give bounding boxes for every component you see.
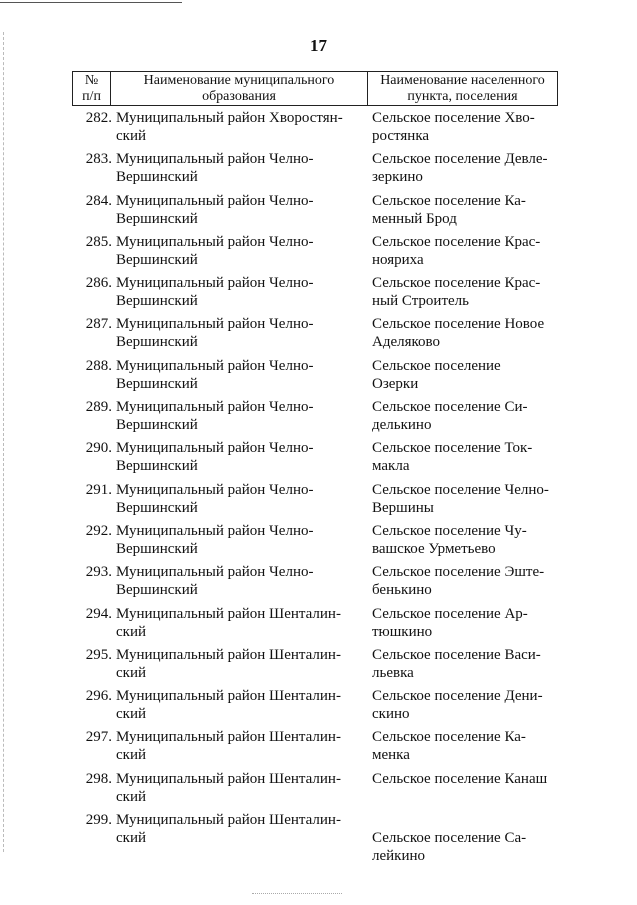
- table-row: [72, 233, 562, 274]
- row-settlement: Сельское поселение Дени- скино: [372, 688, 543, 723]
- row-settlement: Сельское поселение Ар- тюшкино: [372, 605, 528, 640]
- row-municipality: Муниципальный район Челно- Вершинский: [116, 399, 314, 434]
- row-municipality: Муниципальный район Шенталин- ский: [116, 729, 341, 764]
- row-municipality: Муниципальный район Челно- Вершинский: [116, 481, 314, 516]
- row-municipality: Муниципальный район Шенталин- ский: [116, 688, 341, 723]
- row-settlement: Сельское поселение Девле- зеркино: [372, 151, 548, 186]
- table-row: [72, 811, 562, 865]
- row-municipality: Муниципальный район Челно- Вершинский: [116, 316, 314, 351]
- row-settlement: Сельское поселение Крас- ный Строитель: [372, 275, 541, 310]
- row-number: 295.: [85, 646, 112, 663]
- row-settlement: Сельское поселение Челно- Вершины: [372, 481, 549, 516]
- scan-footer-mark: [252, 893, 342, 895]
- row-settlement: Сельское поселение Озерки: [372, 357, 501, 392]
- table-header: [72, 71, 558, 106]
- table-row: [72, 398, 562, 439]
- page-number: 17: [310, 36, 327, 55]
- row-municipality: Муниципальный район Шенталин- ский: [116, 812, 341, 847]
- row-settlement: Сельское поселение Ка- менный Брод: [372, 192, 526, 227]
- table-row: [72, 728, 562, 769]
- table-row: [72, 522, 562, 563]
- row-number: 292.: [85, 522, 112, 539]
- row-number: 289.: [85, 399, 112, 416]
- table-row: [72, 646, 562, 687]
- table-row: [72, 192, 562, 233]
- header-col-settlement-label: Наименование населенного пункта, поселения: [380, 73, 545, 104]
- table-row: [72, 481, 562, 522]
- row-settlement: Сельское поселение Васи- льевка: [372, 646, 541, 681]
- table-row: [72, 770, 562, 811]
- row-number: 293.: [85, 564, 112, 581]
- scan-edge-top: [0, 2, 182, 3]
- row-municipality: Муниципальный район Шенталин- ский: [116, 646, 341, 681]
- row-municipality: Муниципальный район Шенталин- ский: [116, 605, 341, 640]
- row-municipality: Муниципальный район Челно- Вершинский: [116, 275, 314, 310]
- row-settlement: Сельское поселение Ток- макла: [372, 440, 533, 475]
- row-number: 296.: [85, 688, 112, 705]
- row-number: 297.: [85, 729, 112, 746]
- header-col-number: [73, 72, 111, 106]
- row-municipality: Муниципальный район Челно- Вершинский: [116, 522, 314, 557]
- row-municipality: Муниципальный район Челно- Вершинский: [116, 357, 314, 392]
- row-number: 284.: [85, 192, 112, 209]
- row-number: 285.: [85, 233, 112, 250]
- header-col-municipality-label: Наименование муниципального образования: [143, 73, 335, 104]
- row-number: 299.: [85, 812, 112, 829]
- row-settlement: Сельское поселение Новое Аделяково: [372, 316, 545, 351]
- row-settlement: Сельское поселение Са- лейкино: [372, 830, 527, 865]
- header-col-settlement: [368, 72, 558, 106]
- row-settlement: Сельское поселение Си- делькино: [372, 399, 528, 434]
- table-row: [72, 150, 562, 191]
- row-number: 290.: [85, 440, 112, 457]
- row-municipality: Муниципальный район Шенталин- ский: [116, 770, 341, 805]
- row-municipality: Муниципальный район Челно- Вершинский: [116, 564, 314, 599]
- row-municipality: Муниципальный район Челно- Вершинский: [116, 151, 314, 186]
- table-row: [72, 687, 562, 728]
- row-number: 287.: [85, 316, 112, 333]
- table-row: [72, 605, 562, 646]
- table-row: [72, 315, 562, 356]
- row-settlement: Сельское поселение Чу- вашское Урметьево: [372, 522, 527, 557]
- header-col-number-label: № п/п: [82, 73, 101, 104]
- row-settlement: Сельское поселение Ка- менка: [372, 729, 526, 764]
- table-body: [72, 109, 562, 865]
- row-municipality: Муниципальный район Хворостян- ский: [116, 110, 343, 144]
- row-number: 294.: [85, 605, 112, 622]
- table-row: [72, 563, 562, 604]
- row-settlement: Сельское поселение Канаш: [372, 770, 548, 787]
- table-row: [72, 109, 562, 150]
- row-number: 286.: [85, 275, 112, 292]
- row-settlement: Сельское поселение Хво- ростянка: [372, 110, 535, 144]
- row-number: 298.: [85, 770, 112, 787]
- row-settlement: Сельское поселение Крас- нояриха: [372, 233, 541, 268]
- table-row: [72, 274, 562, 315]
- header-col-municipality: [111, 72, 368, 106]
- row-number: 283.: [85, 151, 112, 168]
- table-row: [72, 357, 562, 398]
- row-number: 291.: [85, 481, 112, 498]
- table-row: [72, 439, 562, 480]
- row-municipality: Муниципальный район Челно- Вершинский: [116, 192, 314, 227]
- row-number: 282.: [85, 110, 112, 126]
- row-settlement: Сельское поселение Эште- бенькино: [372, 564, 545, 599]
- row-municipality: Муниципальный район Челно- Вершинский: [116, 440, 314, 475]
- row-municipality: Муниципальный район Челно- Вершинский: [116, 233, 314, 268]
- scan-edge-left: [3, 32, 5, 852]
- row-number: 288.: [85, 357, 112, 374]
